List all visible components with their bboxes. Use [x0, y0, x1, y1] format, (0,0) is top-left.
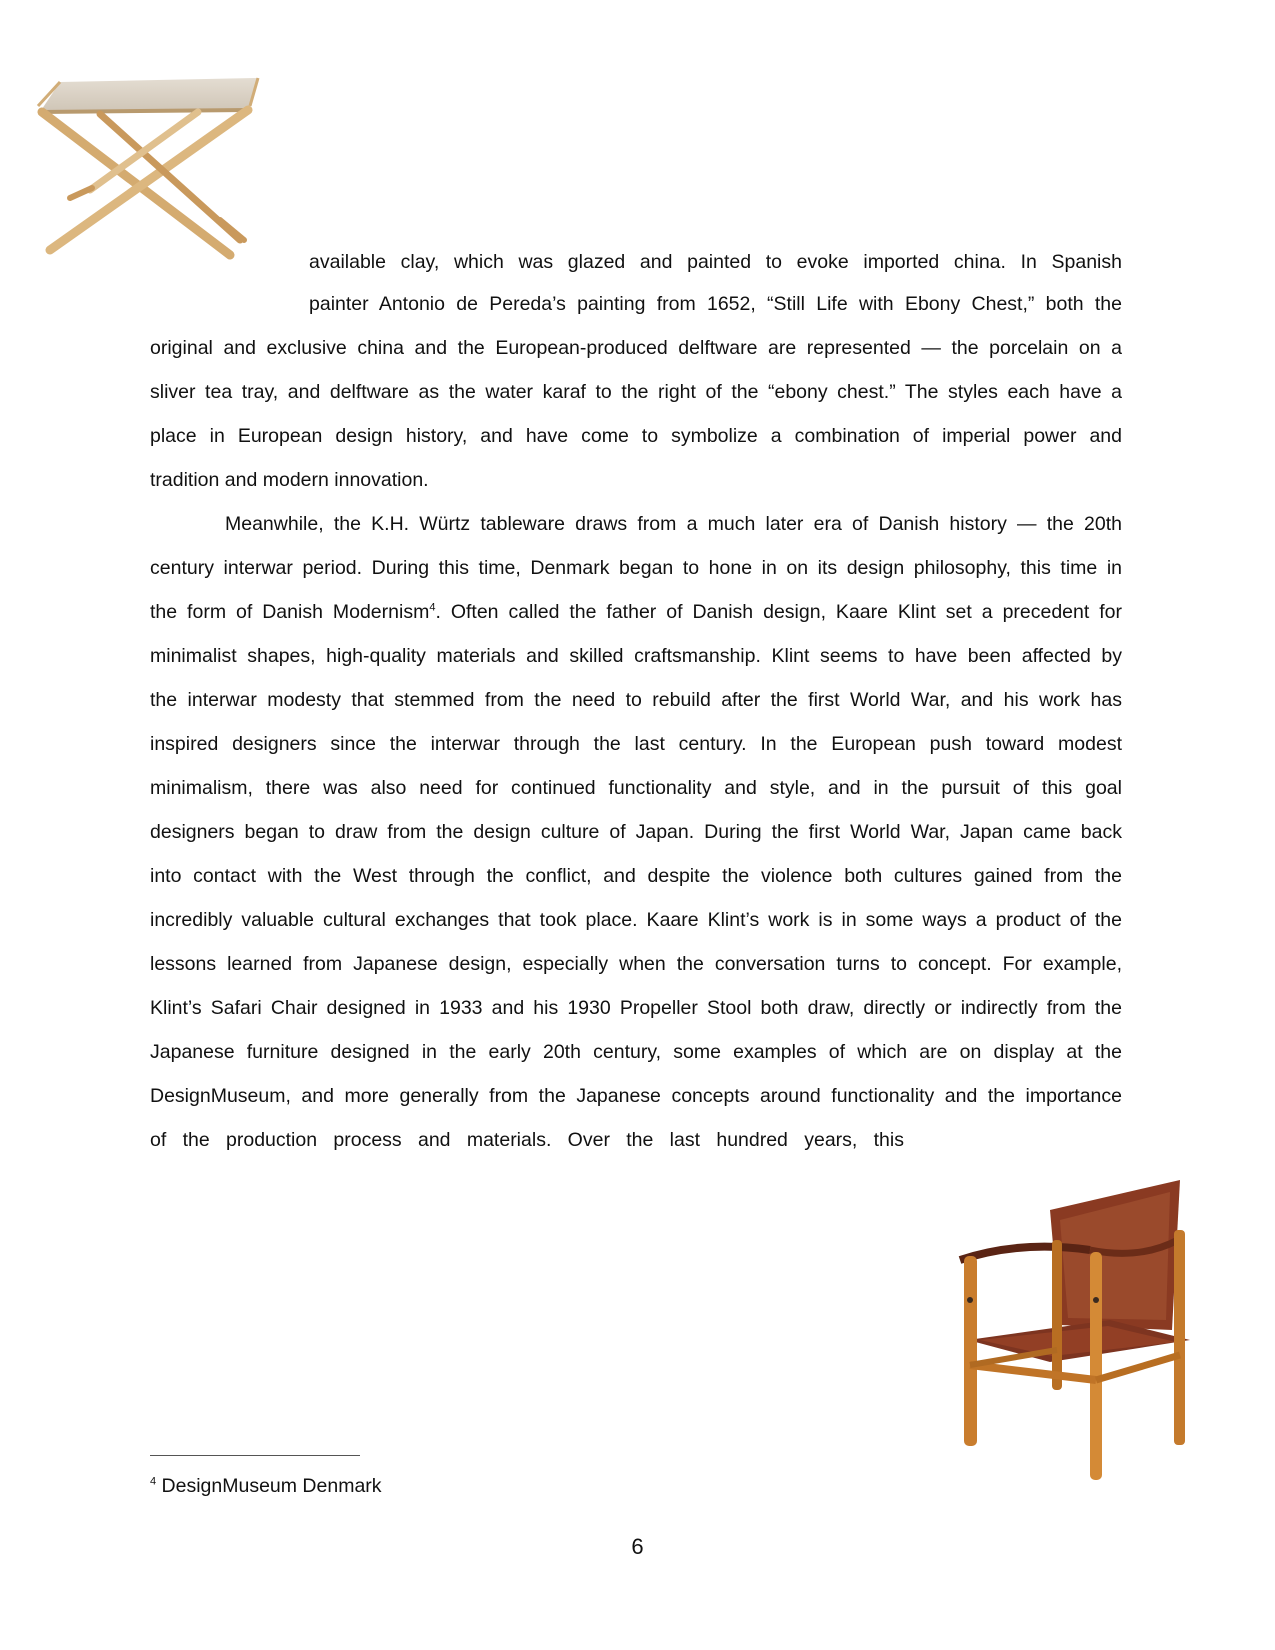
- paragraph-2-line-8: designers began to draw from the design culture of Japan. During the first World War, Japan came back: [150, 821, 1122, 843]
- paragraph-1-line-5: place in European design history, and have come to symbolize a combination of imperial power and: [150, 425, 1122, 447]
- paragraph-2-line-7: minimalism, there was also need for continued functionality and style, and in the pursuit of this goal: [150, 777, 1122, 799]
- paragraph-2-line-6: inspired designers since the interwar through the last century. In the European push toward modest: [150, 733, 1122, 755]
- paragraph-2-line-9: into contact with the West through the conflict, and despite the violence both cultures gained from the: [150, 865, 1122, 887]
- paragraph-2-line-2: century interwar period. During this time, Denmark began to hone in on its design philosophy, this time in: [150, 557, 1122, 579]
- footnote-marker: 4: [150, 1475, 157, 1488]
- paragraph-2-line-15: of the production process and materials. Over the last hundred years, this: [150, 1129, 904, 1151]
- paragraph-2-line-3-start: the form of Danish Modernism: [150, 601, 430, 623]
- footnote: [150, 1474, 382, 1498]
- paragraph-1-line-3: original and exclusive china and the European-produced delftware are represented — the porcelain on a: [150, 337, 1122, 359]
- paragraph-2-line-4: minimalist shapes, high-quality materials and skilled craftsmanship. Klint seems to have been affected by: [150, 645, 1122, 667]
- propeller-stool-image: [30, 70, 270, 270]
- paragraph-2-line-10: incredibly valuable cultural exchanges that took place. Kaare Klint’s work is in some ways a product of the: [150, 909, 1122, 931]
- paragraph-2-line-14: DesignMuseum, and more generally from the Japanese concepts around functionality and the importance: [150, 1085, 1122, 1107]
- paragraph-1-line-6: tradition and modern innovation.: [150, 469, 429, 491]
- footnote-reference: 4: [429, 601, 436, 614]
- paragraph-2-line-1: Meanwhile, the K.H. Würtz tableware draws from a much later era of Danish history — the 20th: [225, 513, 1122, 535]
- footnote-text: DesignMuseum Denmark: [161, 1475, 382, 1497]
- page-number: 6: [631, 1534, 644, 1559]
- paragraph-2-line-5: the interwar modesty that stemmed from the need to rebuild after the first World War, and his work has: [150, 689, 1122, 711]
- safari-chair-image: [940, 1180, 1220, 1480]
- paragraph-1-line-1: available clay, which was glazed and painted to evoke imported china. In Spanish: [309, 251, 1122, 273]
- footnote-separator: [150, 1455, 360, 1456]
- paragraph-2-line-3: [150, 600, 1122, 624]
- paragraph-2-line-11: lessons learned from Japanese design, especially when the conversation turns to concept. For example,: [150, 953, 1122, 975]
- paragraph-2-line-3-rest: . Often called the father of Danish design, Kaare Klint set a precedent for: [435, 601, 1123, 623]
- paragraph-1-line-2: painter Antonio de Pereda’s painting from 1652, “Still Life with Ebony Chest,” both the: [309, 293, 1122, 315]
- paragraph-1-line-4: sliver tea tray, and delftware as the water karaf to the right of the “ebony chest.” The styles each have a: [150, 381, 1122, 403]
- paragraph-2-line-13: Japanese furniture designed in the early 20th century, some examples of which are on display at the: [150, 1041, 1122, 1063]
- paragraph-2-line-12: Klint’s Safari Chair designed in 1933 and his 1930 Propeller Stool both draw, directly or indirectly from the: [150, 997, 1122, 1019]
